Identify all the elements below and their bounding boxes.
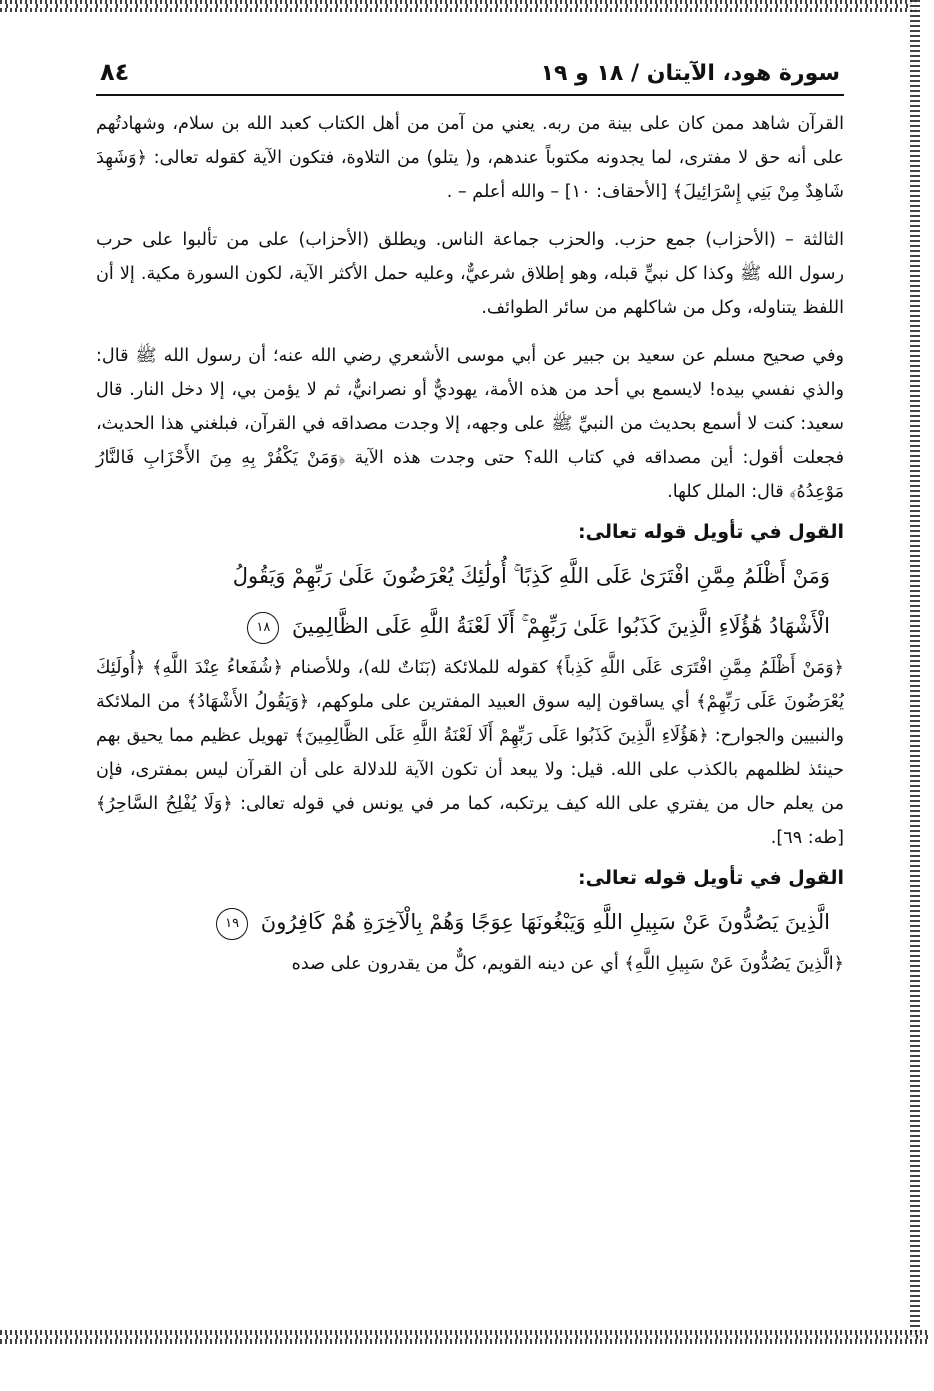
frame-top-border — [0, 0, 916, 12]
verse-19-line-1-text: الَّذِينَ يَصُدُّونَ عَنْ سَبِيلِ اللَّهِ وَيَبْغُونَهَا عِوَجًا وَهُمْ بِالْآخِرَةِ هُمْ كَافِرُونَ — [260, 910, 830, 934]
paragraph-3: وفي صحيح مسلم عن سعيد بن جبير عن أبي موسى الأشعري رضي الله عنه؛ أن رسول الله ﷺ قال: والذي نفسي بيده! لايسمع بي أحد من هذه الأمة، يهوديٌّ أو نصرانيٌّ، ثم لا يؤمن بي، إلا دخل النار. قال سعيد: كنت لا أسمع بحديث من النبيِّ ﷺ على وجهه، إلا وجدت مصداقه في القرآن، فبلغني هذا الحديث، فجعلت أقول: أين مصداقه في كتاب الله؟ حتى وجدت هذه الآية ﴿وَمَنْ يَكْفُرْ بِهِ مِنَ الأَحْزَابِ فَالنَّارُ مَوْعِدُهُ﴾ قال: الملل كلها. — [96, 346, 844, 502]
verse-19-line-1 — [110, 897, 830, 947]
page-body — [96, 58, 844, 981]
page-number: ٨٤ — [100, 58, 130, 86]
frame-right-border — [910, 0, 920, 1340]
paragraph-4: ﴿وَمَنْ أَظْلَمُ مِمَّنِ افْتَرَى عَلَى اللَّهِ كَذِباً﴾ كقوله للملائكة (بَنَاتٌ لله)، وللأصنام ﴿شُفَعاءُ عِنْدَ اللَّهِ﴾ ﴿أُولَئِكَ يُعْرَضُونَ عَلَى رَبِّهِمْ﴾ أي يساقون إليه سوق العبيد المفترين على ملوكهم، ﴿وَيَقُولُ الأَشْهَادُ﴾ من الملائكة والنبيين والجوارح: ﴿هَؤُلَاءِ الَّذِينَ كَذَبُوا عَلَى رَبِّهِمْ أَلَا لَعْنَةُ اللَّهِ عَلَى الظَّالِمِينَ﴾ تهويل عظيم مما يحيق بهم حينئذ لظلمهم بالكذب على الله. قيل: ولا يبعد أن تكون الآية للدلالة على أن القرآن ليس بمفترى، فإن من يعلم حال من يفتري على الله كيف يرتكبه، كما مر في يونس في قوله تعالى: ﴿وَلَا يُفْلِحُ السَّاحِرُ﴾ [طه: ٦٩]. — [96, 658, 844, 848]
section-heading-2: القول في تأويل قوله تعالى: — [578, 867, 844, 889]
verse-18-line-1: وَمَنْ أَظْلَمُ مِمَّنِ افْتَرَىٰ عَلَى اللَّهِ كَذِبًا ۚ أُولَٰئِكَ يُعْرَضُونَ عَلَىٰ رَبِّهِمْ وَيَقُولُ — [232, 564, 830, 588]
ayah-number-18: ١٨ — [247, 612, 279, 644]
ayah-number-19: ١٩ — [216, 908, 248, 940]
quran-verse-18 — [96, 551, 844, 651]
verse-18-line-2-text: الْأَشْهَادُ هَٰؤُلَاءِ الَّذِينَ كَذَبُوا عَلَىٰ رَبِّهِمْ ۚ أَلَا لَعْنَةُ اللَّهِ عَلَى الظَّالِمِينَ — [292, 614, 830, 638]
paragraph-5: ﴿الَّذِينَ يَصُدُّونَ عَنْ سَبِيلِ اللَّهِ﴾ أي عن دينه القويم، كلٌّ من يقدرون على صده — [291, 954, 844, 974]
quran-verse-19 — [96, 897, 844, 947]
running-title: سورة هود، الآيتان / ١٨ و ١٩ — [540, 61, 840, 86]
paragraph-2: الثالثة – (الأحزاب) جمع حزب. والحزب جماعة الناس. ويطلق (الأحزاب) على من تألبوا على حرب رسول الله ﷺ وكذا كل نبيٍّ قبله، وهو إطلاق شرعيٌّ، وعليه حمل الأكثر الآية، لكون السورة مكية. إلا أن اللفظ يتناوله، وكل من شاكلهم من سائر الطوائف. — [96, 230, 844, 318]
verse-18-line-2 — [110, 601, 830, 651]
page-header — [96, 58, 844, 96]
frame-bottom-border — [0, 1330, 930, 1344]
section-heading-1: القول في تأويل قوله تعالى: — [578, 521, 844, 543]
paragraph-1: القرآن شاهد ممن كان على بينة من ربه. يعني من آمن من أهل الكتاب كعبد الله بن سلام، وشهادتُهم على أنه حق لا مفترى، لما يجدونه مكتوباً عندهم، و( يتلو) من التلاوة، فتكون الآية كقوله تعالى: ﴿وَشَهِدَ شَاهِدٌ مِنْ بَنِي إِسْرَائِيلَ﴾ [الأحقاف: ١٠] – والله أعلم – . — [96, 114, 844, 202]
